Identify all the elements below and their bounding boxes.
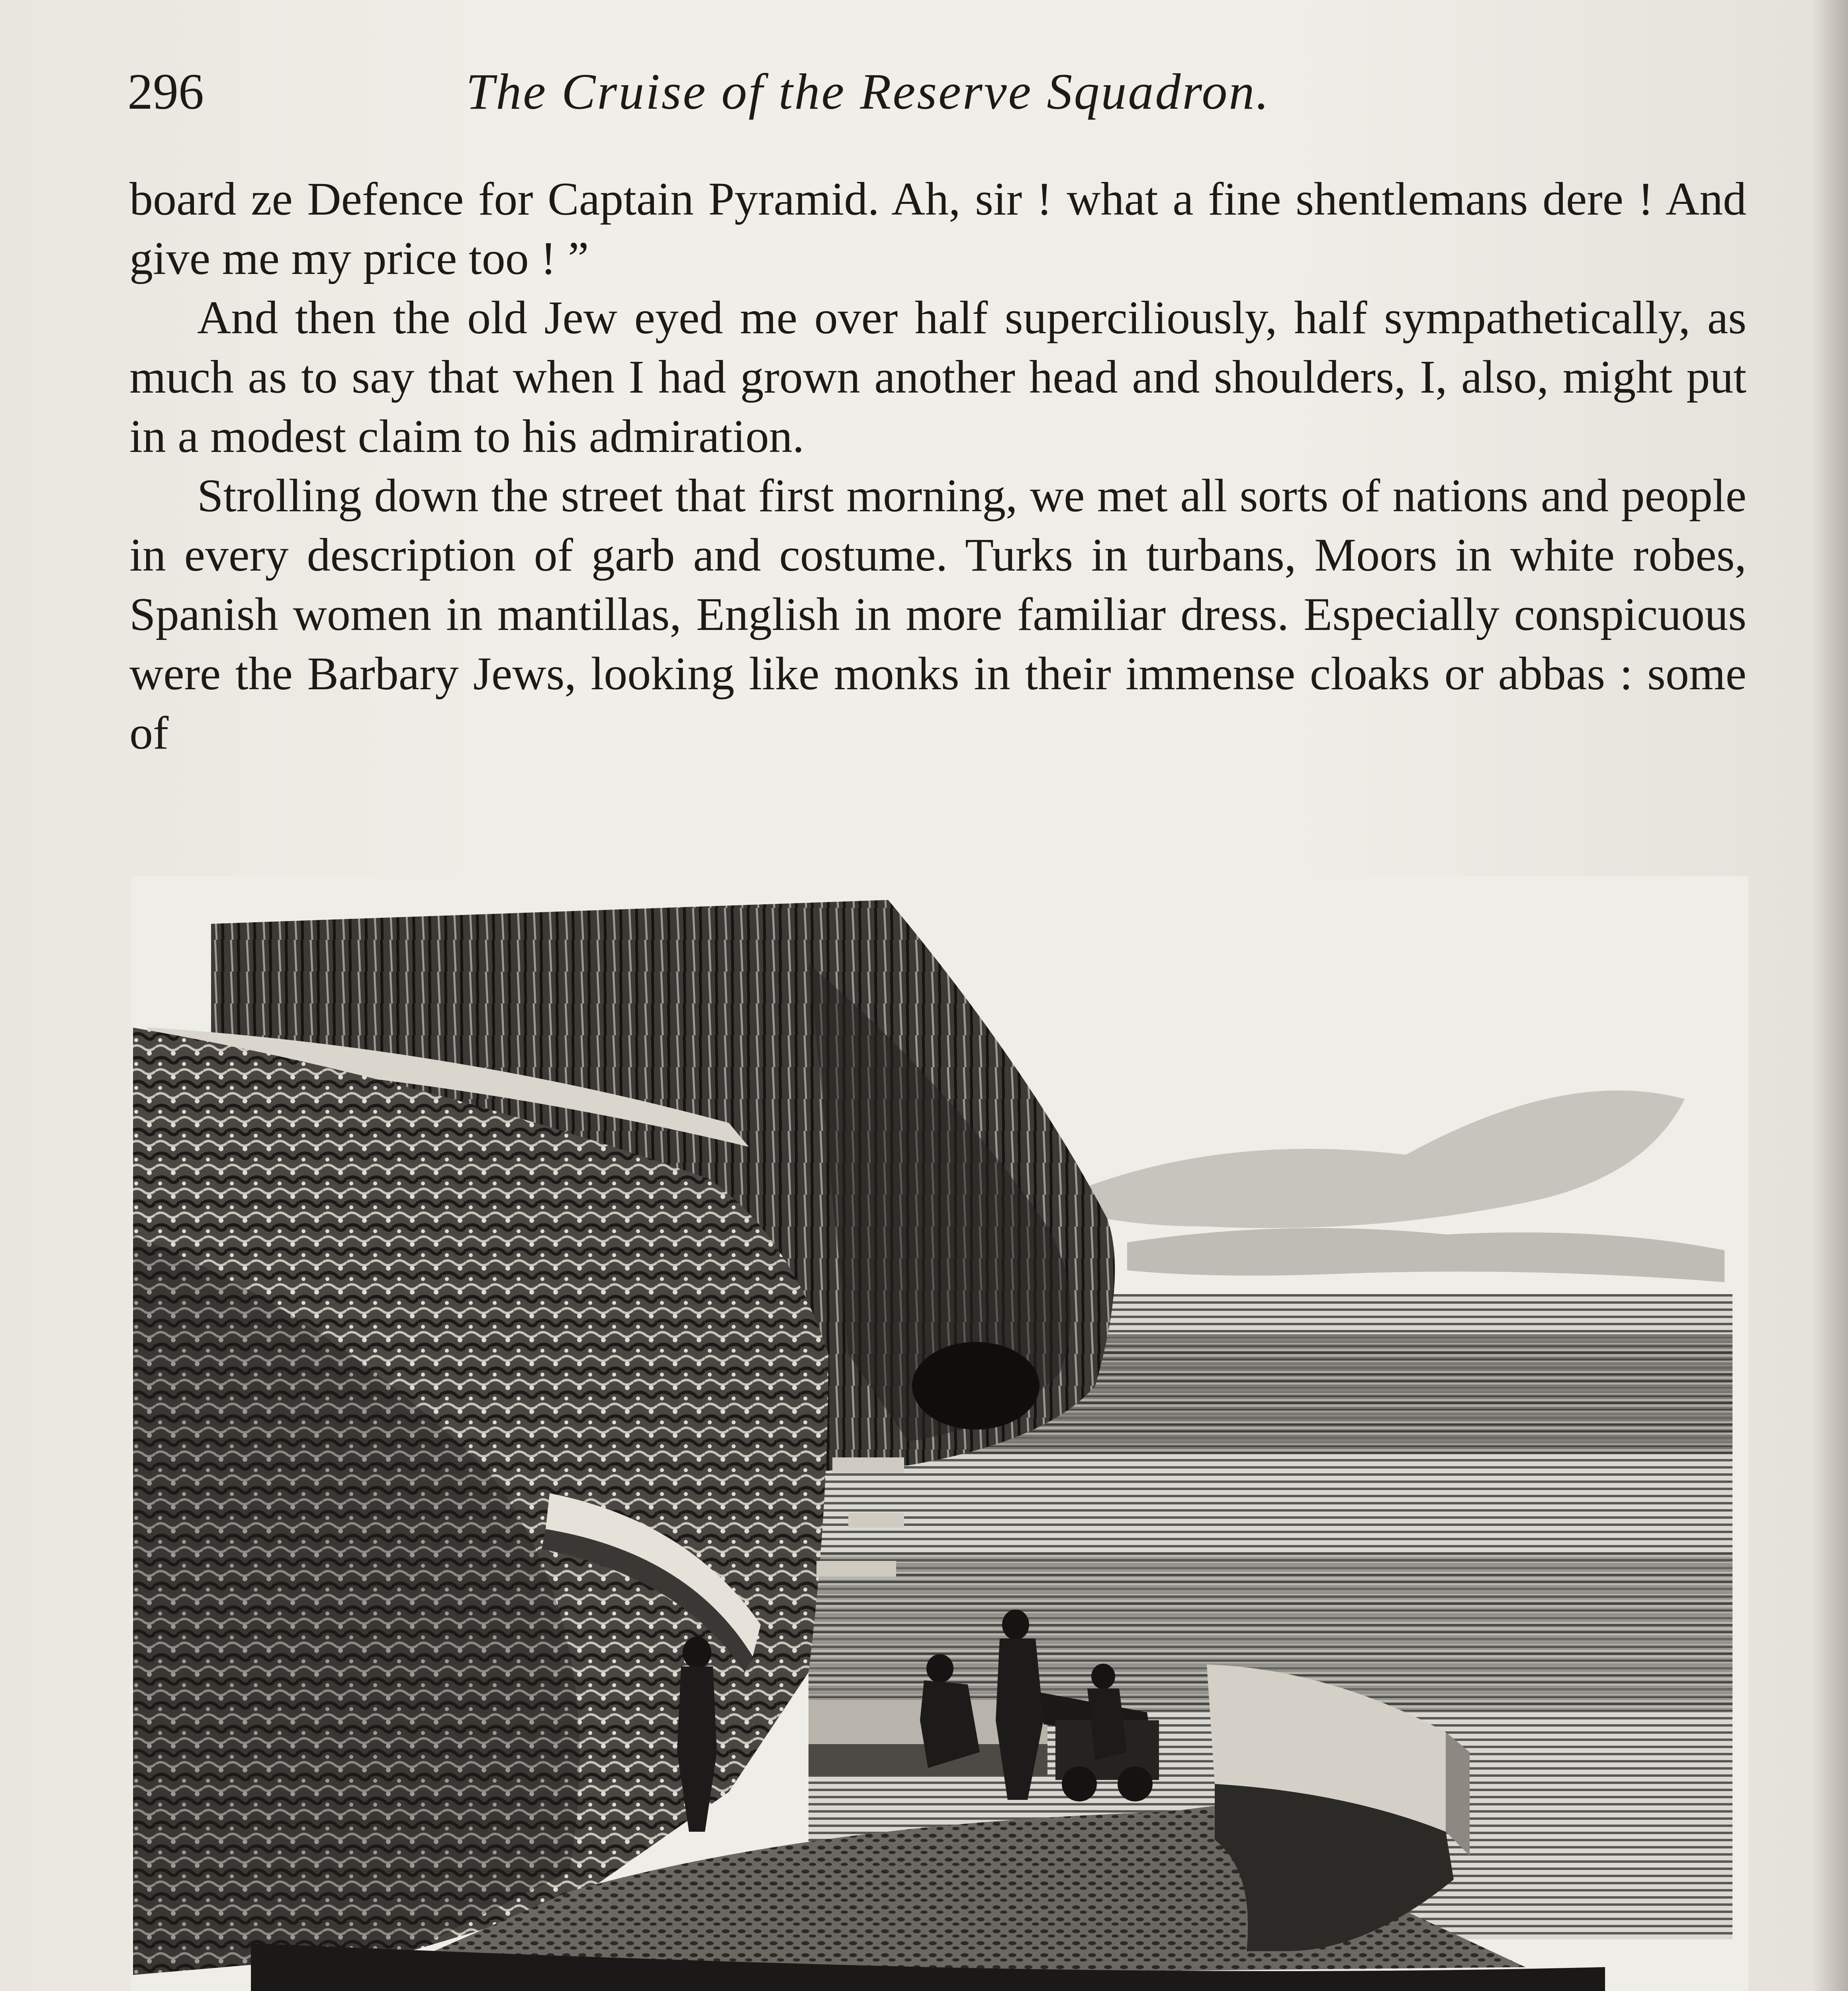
- paragraph: board ze Defence for Captain Pyramid. Ah, sir ! what a fine shentlemans dere ! And give me my price too ! ”: [129, 173, 1746, 284]
- page-number: 296: [127, 63, 204, 120]
- text-block-top: [129, 169, 1746, 763]
- book-title: The Cruise of the Reserve Squadron.: [466, 63, 1270, 120]
- paragraph: And then the old Jew eyed me over half superciliously, half sympathetically, as much as to say that when I had grown another head and shoulders, I, also, might put in a modest claim to his admiration.: [129, 291, 1746, 462]
- engraving-europa-point: [131, 876, 1748, 1991]
- paragraph: Strolling down the street that first morning, we met all sorts of nations and people in every description of garb and costume. Turks in turbans, Moors in white robes, Spanish women in mantillas, English in more familiar dress. Especially conspicuous were the Barbary Jews, looking like monks in their immense cloaks or abbas : some of: [129, 469, 1746, 759]
- page-edge-shadow: [1812, 0, 1848, 1991]
- running-head: [127, 56, 1721, 127]
